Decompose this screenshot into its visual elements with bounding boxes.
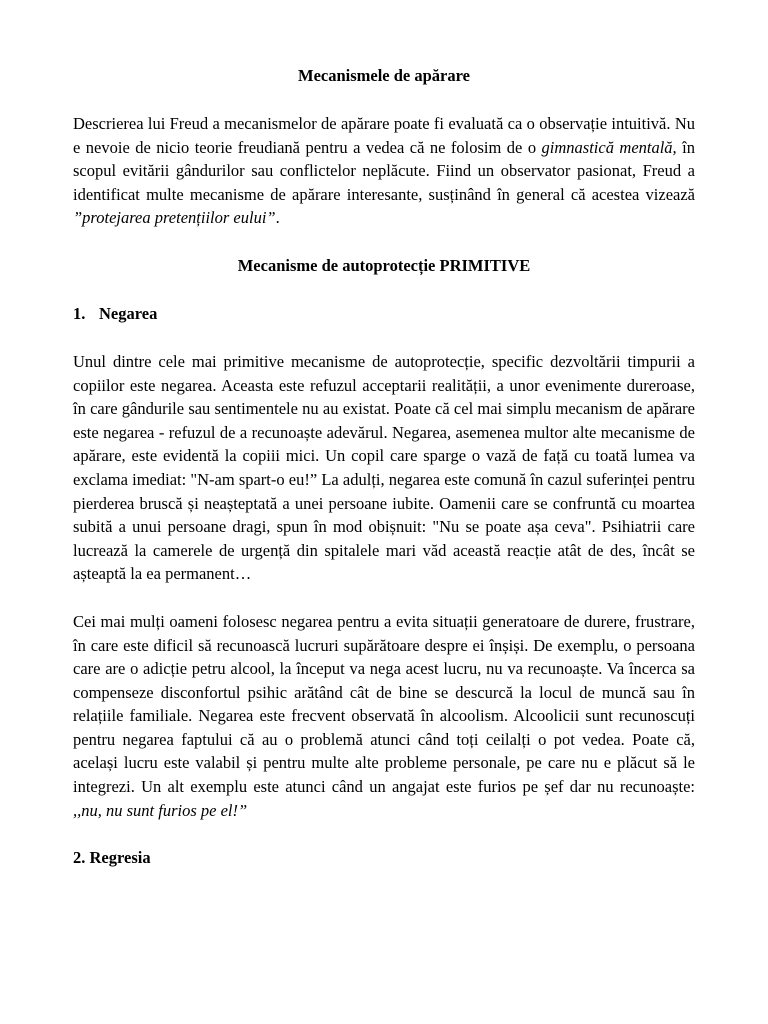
- subheading-label: Negarea: [99, 303, 158, 323]
- subheading-negarea: [73, 302, 695, 326]
- page-title: Mecanismele de apărare: [298, 66, 470, 85]
- section-title: Mecanisme de autoprotecție PRIMITIVE: [237, 255, 531, 275]
- negarea-paragraph-2-text: Cei mai mulți oameni folosesc negarea pentru a evita situații generatoare de durere, frustrare, în care este dificil să recunoască lucruri supărătoare despre ei înșiși. De exemplu, o persoana care are o adicție petru alcool, la început va nega acest lucru, nu va recunoaște. Va încerca sa compenseze disconfortul psihic arătând cât de bine se descurcă la locul de muncă sau în relațiile familiale. Negarea este frecvent observată în alcoolism. Alcoolicii sunt recunoscuți pentru negarea faptului că au o problemă atunci când toți ceilalți o pot vedea. Poate că, același lucru este valabil și pentru multe alte probleme personale, pe care nu e plăcut să le integrezi. Un alt exemplu este atunci când un angajat este furios pe șef dar nu recunoaște:: [73, 611, 695, 797]
- negarea-paragraph-2-quote: ,,nu, nu sunt furios pe el!”: [73, 800, 248, 820]
- intro-emphasis-1: gimnastică mentală,: [541, 137, 677, 157]
- negarea-paragraph-2: [73, 610, 695, 822]
- intro-emphasis-2: ”protejarea pretențiilor eului”: [73, 208, 276, 228]
- negarea-paragraph-1: Unul dintre cele mai primitive mecanisme de autoprotecție, specific dezvoltării timpurii a copiilor este negarea. Aceasta este refuzul acceptarii realității, a unor evenimente dureroase, în care gândurile sau sentimentele nu au existat. Poate că cel mai simplu mecanism de apărare este negarea - refuzul de a recunoaște adevărul. Negarea, asemenea multor alte mecanisme de apărare, este evidentă la copiii mici. Un copil care sparge o vază de față cu toată lumea va exclama imediat: "N-am spart-o eu!” La adulți, negarea este comună în cazul suferinței pentru pierderea bruscă și neașteptată a unei persoane iubite. Oamenii care se confruntă cu moartea subită a unui persoane dragi, spun în mod obișnuit: "Nu se poate așa ceva". Psihiatrii care lucrează la camerele de urgență din spitalele mari văd această reacție atât de des, încât se așteaptă la ea permanent…: [73, 351, 695, 584]
- intro-text-1: Descrierea lui Freud a mecanismelor de apărare poate fi evaluată ca o observație intuitivă. Nu e nevoie de nicio teorie freudiană pentru a vedea că ne folosim de o: [73, 114, 695, 157]
- intro-text-3: .: [275, 208, 280, 228]
- intro-text-2: în scopul evitării gândurilor sau conflictelor neplăcute. Fiind un observator pasionat, Freud a identificat multe mecanisme de apărare interesante, susținând în general că acestea vizează: [73, 137, 695, 204]
- list-number: 1.: [73, 303, 86, 323]
- intro-paragraph: [73, 112, 695, 230]
- subheading-regresia: 2. Regresia: [73, 848, 151, 868]
